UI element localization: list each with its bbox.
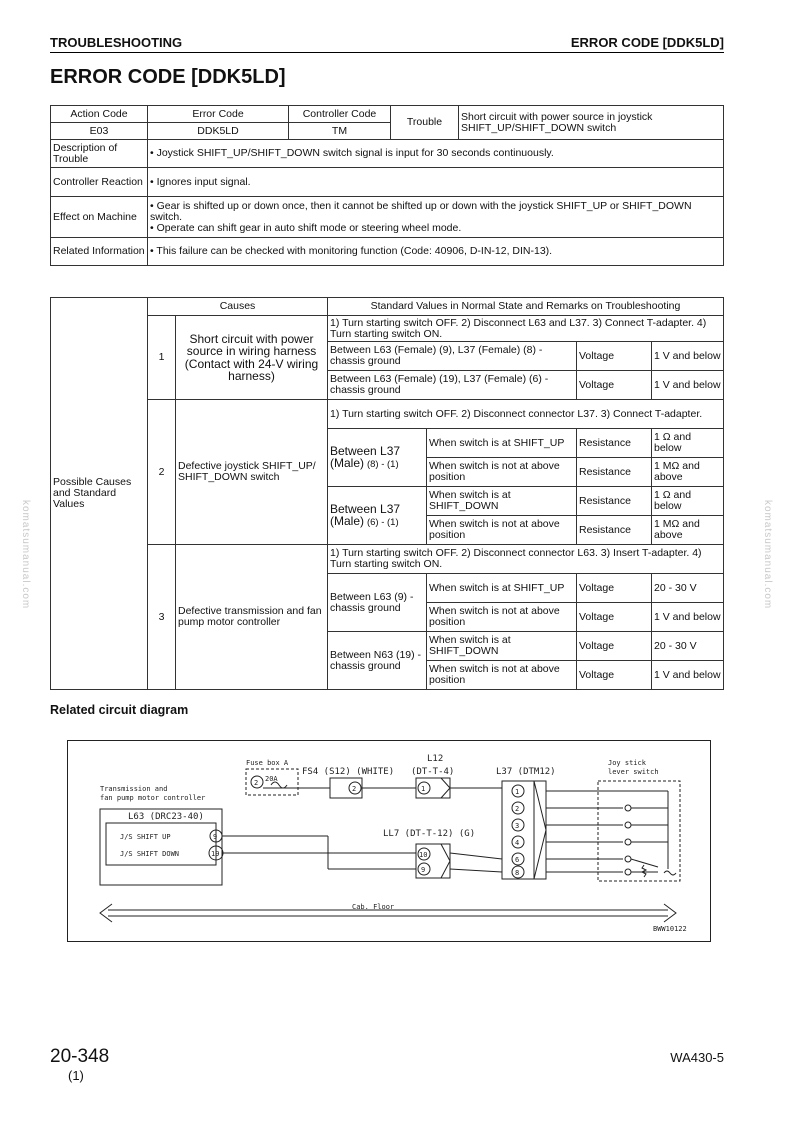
cause-3-number: 3 bbox=[148, 545, 176, 690]
l37-label: L37 (DTM12) bbox=[496, 767, 556, 777]
l12-type: (DT-T-4) bbox=[411, 767, 455, 777]
ll7-label: LL7 (DT-T-12) (G) bbox=[383, 829, 476, 839]
fs4-label: FS4 (S12) (WHITE) bbox=[302, 767, 395, 777]
cause-3-steps: 1) Turn starting switch OFF. 2) Disconnect connector L63. 3) Insert T-adapter. 4) Turn starting switch ON. bbox=[328, 545, 724, 574]
l63-pin-9: 9 bbox=[213, 833, 218, 841]
error-code: DDK5LD bbox=[148, 123, 289, 140]
cause-2-number: 2 bbox=[148, 400, 176, 545]
l37-pin-1: 1 bbox=[515, 788, 520, 796]
cause-1-row-2-value: 1 V and below bbox=[652, 371, 724, 400]
controller-label-2: fan pump motor controller bbox=[100, 794, 206, 802]
cause-1-text: Short circuit with power source in wiring harness (Contact with 24-V wiring harness) bbox=[176, 316, 328, 400]
effect-line-2: • Operate can shift gear in auto shift mode or steering wheel mode. bbox=[150, 221, 462, 234]
cause-2-g1-r1-item: Resistance bbox=[577, 429, 652, 458]
page-revision: (1) bbox=[68, 1068, 84, 1083]
resistor-icon bbox=[642, 865, 646, 877]
error-info-table bbox=[50, 105, 724, 266]
model-number: WA430-5 bbox=[670, 1050, 724, 1065]
cause-2-g2-r2-item: Resistance bbox=[577, 516, 652, 545]
effect-line-1: • Gear is shifted up or down once, then it cannot be shifted up or down with the joystick SHIFT_UP or SHIFT_DOWN switch. bbox=[150, 199, 692, 223]
page-title: ERROR CODE [DDK5LD] bbox=[50, 66, 286, 88]
cause-3-group-1-label: Between L63 (9) - chassis ground bbox=[328, 574, 427, 632]
cause-2-g2-r2-cond: When switch is not at above position bbox=[427, 516, 577, 545]
cause-3-g1-r2-cond: When switch is not at above position bbox=[427, 603, 577, 632]
cause-2-group-2-pins: (6) - (1) bbox=[366, 517, 399, 529]
error-code-header: Error Code bbox=[148, 106, 289, 123]
ground-icon bbox=[664, 871, 676, 875]
l63-pin-19: 19 bbox=[211, 850, 220, 858]
running-header bbox=[50, 34, 724, 53]
l37-pin-4: 4 bbox=[515, 839, 520, 847]
cause-3-g2-r1-item: Voltage bbox=[577, 632, 652, 661]
controller-code: TM bbox=[289, 123, 391, 140]
trouble-text: Short circuit with power source in joystick SHIFT_UP/SHIFT_DOWN switch bbox=[459, 106, 724, 140]
causes-side-label: Possible Causes and Standard Values bbox=[51, 298, 148, 690]
js-shift-down-label: J/S SHIFT DOWN bbox=[120, 850, 180, 858]
cause-2-group-2-label bbox=[328, 487, 427, 545]
header-error-code: ERROR CODE [DDK5LD] bbox=[570, 35, 724, 50]
cause-1-number: 1 bbox=[148, 316, 176, 400]
cause-1-row-1-between: Between L63 (Female) (9), L37 (Female) (8) - chassis ground bbox=[328, 342, 577, 371]
l12-pin: 1 bbox=[421, 785, 426, 793]
cause-2-group-1-male: (Male) bbox=[330, 456, 365, 471]
l12-label: L12 bbox=[427, 754, 444, 764]
cab-floor-label: Cab. Floor bbox=[352, 903, 395, 911]
effect-label: Effect on Machine bbox=[51, 197, 148, 238]
action-code: E03 bbox=[51, 123, 148, 140]
ll7-pin-10: 10 bbox=[419, 851, 428, 859]
cause-2-g2-r1-item: Resistance bbox=[577, 487, 652, 516]
joystick-label-1: Joy stick bbox=[608, 759, 646, 767]
l37-pin-6: 6 bbox=[515, 856, 520, 864]
cause-1-row-2-item: Voltage bbox=[577, 371, 652, 400]
diagram-code: BWW10122 bbox=[653, 925, 687, 933]
floor-arrow-right bbox=[664, 904, 676, 922]
cause-2-g2-r1-cond: When switch is at SHIFT_DOWN bbox=[427, 487, 577, 516]
cause-3-g2-r1-cond: When switch is at SHIFT_DOWN bbox=[427, 632, 577, 661]
watermark-left: komatsumanual.com bbox=[20, 500, 31, 610]
cause-2-group-1-between: Between L37 bbox=[330, 443, 401, 458]
related-label: Related Information bbox=[51, 238, 148, 266]
cause-3-g2-r1-value: 20 - 30 V bbox=[652, 632, 724, 661]
trouble-label: Trouble bbox=[391, 106, 459, 140]
header-section: TROUBLESHOOTING bbox=[50, 35, 183, 50]
cause-1-row-1-item: Voltage bbox=[577, 342, 652, 371]
cause-2-text: Defective joystick SHIFT_UP/ SHIFT_DOWN switch bbox=[176, 400, 328, 545]
cause-2-steps: 1) Turn starting switch OFF. 2) Disconnect connector L37. 3) Connect T-adapter. bbox=[328, 400, 724, 429]
causes-table bbox=[50, 297, 724, 690]
cause-2-g1-r2-item: Resistance bbox=[577, 458, 652, 487]
joystick-label-2: lever switch bbox=[608, 768, 659, 776]
l37-pin-8: 8 bbox=[515, 869, 520, 877]
cause-3-group-2-label: Between N63 (19) - chassis ground bbox=[328, 632, 427, 690]
cause-2-g2-r2-value: 1 MΩ and above bbox=[652, 516, 724, 545]
cause-2-group-1-pins: (8) - (1) bbox=[366, 459, 399, 471]
cause-3-g2-r2-item: Voltage bbox=[577, 661, 652, 690]
cause-2-g1-r2-cond: When switch is not at above position bbox=[427, 458, 577, 487]
l37-pin-3: 3 bbox=[515, 822, 520, 830]
cause-1-row-1-value: 1 V and below bbox=[652, 342, 724, 371]
cause-3-g1-r1-cond: When switch is at SHIFT_UP bbox=[427, 574, 577, 603]
cause-3-g2-r2-value: 1 V and below bbox=[652, 661, 724, 690]
l63-connector bbox=[106, 823, 216, 865]
cause-2-g1-r1-cond: When switch is at SHIFT_UP bbox=[427, 429, 577, 458]
related-text: • This failure can be checked with monitoring function (Code: 40906, D-IN-12, DIN-13). bbox=[148, 238, 724, 266]
cause-2-group-1-label bbox=[328, 429, 427, 487]
cause-3-g2-r2-cond: When switch is not at above position bbox=[427, 661, 577, 690]
action-code-header: Action Code bbox=[51, 106, 148, 123]
cause-1-row-2-between: Between L63 (Female) (19), L37 (Female) (6) - chassis ground bbox=[328, 371, 577, 400]
watermark-right: komatsumanual.com bbox=[762, 500, 773, 610]
l37-pin-2: 2 bbox=[515, 805, 520, 813]
js-shift-up-label: J/S SHIFT UP bbox=[120, 833, 171, 841]
cause-3-g1-r1-value: 20 - 30 V bbox=[652, 574, 724, 603]
fuse-pin: 2 bbox=[254, 779, 259, 787]
controller-label-1: Transmission and bbox=[100, 785, 168, 793]
circuit-heading: Related circuit diagram bbox=[50, 703, 189, 717]
circuit-svg bbox=[68, 741, 710, 941]
page-number: 20-348 bbox=[50, 1046, 110, 1067]
description-text: • Joystick SHIFT_UP/SHIFT_DOWN switch signal is input for 30 seconds continuously. bbox=[148, 140, 724, 168]
reaction-text: • Ignores input signal. bbox=[148, 168, 724, 197]
cause-1-steps: 1) Turn starting switch OFF. 2) Disconnect L63 and L37. 3) Connect T-adapter. 4) Turn starting switch ON. bbox=[328, 316, 724, 342]
cause-2-group-2-between: Between L37 bbox=[330, 501, 401, 516]
cause-3-g1-r2-value: 1 V and below bbox=[652, 603, 724, 632]
effect-cell bbox=[148, 197, 724, 238]
floor-arrow-left bbox=[100, 904, 112, 922]
fs4-pin: 2 bbox=[352, 785, 357, 793]
l63-label: L63 (DRC23-40) bbox=[128, 812, 204, 822]
cause-2-g1-r1-value: 1 Ω and below bbox=[652, 429, 724, 458]
circuit-diagram bbox=[67, 740, 711, 942]
cause-3-text: Defective transmission and fan pump motor controller bbox=[176, 545, 328, 690]
ll7-pin-9: 9 bbox=[421, 866, 426, 874]
cause-3-g1-r2-item: Voltage bbox=[577, 603, 652, 632]
controller-code-header: Controller Code bbox=[289, 106, 391, 123]
causes-header: Causes bbox=[148, 298, 328, 316]
fuse-box-label: Fuse box A bbox=[246, 759, 289, 767]
fuse-amp: 20A bbox=[265, 775, 278, 783]
cause-2-group-2-male: (Male) bbox=[330, 514, 365, 529]
reaction-label: Controller Reaction bbox=[51, 168, 148, 197]
description-label: Description of Trouble bbox=[51, 140, 148, 168]
cause-2-g2-r1-value: 1 Ω and below bbox=[652, 487, 724, 516]
cause-2-g1-r2-value: 1 MΩ and above bbox=[652, 458, 724, 487]
cause-3-g1-r1-item: Voltage bbox=[577, 574, 652, 603]
standard-values-header: Standard Values in Normal State and Remarks on Troubleshooting bbox=[328, 298, 724, 316]
